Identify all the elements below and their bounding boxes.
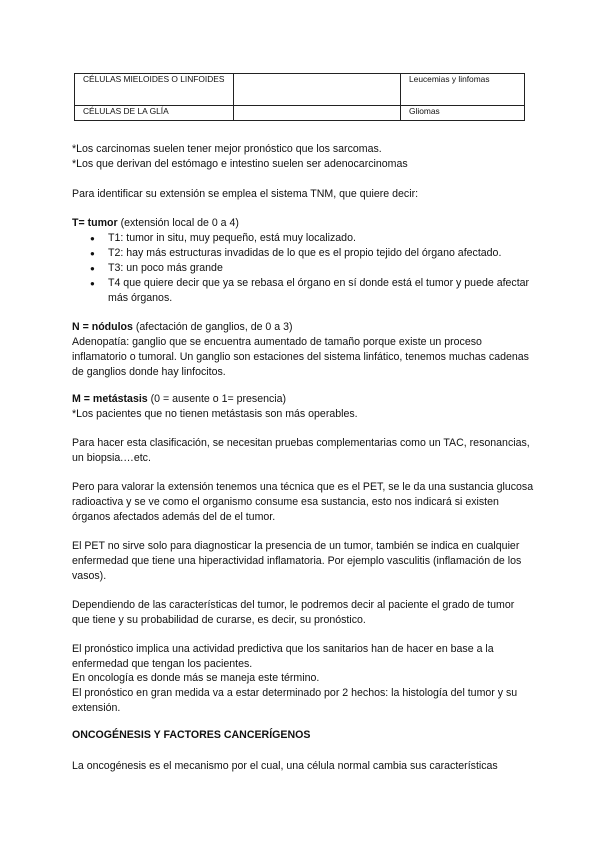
list-item: ● T3: un poco más grande [108, 261, 534, 276]
table-row [75, 106, 525, 121]
para-pet-1: Pero para valorar la extensión tenemos una técnica que es el PET, se le da una sustancia glucosa radioactiva y se ve como el organismo consume esa sustancia, esto nos indicará si existen órganos afectados además del de el tumor. [72, 481, 534, 523]
oncogenesis-text: La oncogénesis es el mecanismo por el cual, una célula normal cambia sus características [72, 760, 498, 772]
pronostico-line-1: El pronóstico implica una actividad predictiva que los sanitarios han de hacer en base a la enfermedad que tengan los pacientes. [72, 643, 494, 670]
list-item: ● T1: tumor in situ, muy pequeño, está muy localizado. [108, 231, 534, 246]
note-carcinomas: *Los carcinomas suelen tener mejor pronóstico que los sarcomas. [72, 143, 382, 155]
section-heading: ONCOGÉNESIS Y FACTORES CANCERÍGENOS [72, 729, 311, 741]
table-cell: CÉLULAS DE LA GLÍA [75, 106, 234, 121]
metastasis-note: *Los pacientes que no tienen metástasis son más operables. [72, 408, 358, 420]
tumor-desc: (extensión local de 0 a 4) [117, 217, 239, 229]
nodulos-heading [72, 320, 534, 335]
para-grado: Dependiendo de las características del tumor, le podremos decir al paciente el grado de tumor que tiene y su probabilidad de curarse, es decir, su pronóstico. [72, 599, 515, 626]
metastasis-desc: (0 = ausente o 1= presencia) [147, 393, 287, 405]
metastasis-label: M = metástasis [72, 393, 148, 405]
table-cell [234, 74, 401, 106]
nodulos-label: N = nódulos [72, 321, 133, 333]
pronostico-line-3: El pronóstico en gran medida va a estar determinado por 2 hechos: la histología del tumor y su extensión. [72, 687, 518, 714]
pronostico-line-2: En oncología es donde más se maneja este término. [72, 672, 320, 684]
adenopatia-text: Adenopatía: ganglio que se encuentra aumentado de tamaño porque existe un proceso inflamatorio o tumoral. Un ganglio son estaciones del sistema linfático, tenemos muchas cadenas de ganglios donde hay linfocitos. [72, 336, 529, 378]
list-item: ● T2: hay más estructuras invadidas de lo que es el propio tejido del órgano afectado. [108, 246, 534, 261]
list-item: ● T4 que quiere decir que ya se rebasa el órgano en sí donde está el tumor y puede afectar más órganos. [108, 276, 534, 306]
para-pet-2: El PET no sirve solo para diagnosticar la presencia de un tumor, también se indica en cualquier enfermedad que tiene una hiperactividad inflamatoria. Por ejemplo vasculitis (inflamación de los vasos). [72, 540, 522, 582]
metastasis-heading [72, 392, 534, 407]
nodulos-desc: (afectación de ganglios, de 0 a 3) [132, 321, 293, 333]
table-cell: CÉLULAS MIELOIDES O LINFOIDES [75, 74, 234, 106]
table-cell [234, 106, 401, 121]
tumor-label: T= tumor [72, 217, 118, 229]
note-adenocarcinomas: *Los que derivan del estómago e intestino suelen ser adenocarcinomas [72, 158, 408, 170]
tumor-classification-table [74, 73, 525, 121]
table-row [75, 74, 525, 106]
table-cell: Leucemias y linfomas [401, 74, 525, 106]
tnm-intro: Para identificar su extensión se emplea el sistema TNM, que quiere decir: [72, 188, 419, 200]
table-cell: Gliomas [401, 106, 525, 121]
tumor-heading [72, 216, 534, 231]
tumor-list [72, 231, 534, 306]
para-clasificacion: Para hacer esta clasificación, se necesitan pruebas complementarias como un TAC, resonancias, un biopsia.…etc. [72, 437, 530, 464]
